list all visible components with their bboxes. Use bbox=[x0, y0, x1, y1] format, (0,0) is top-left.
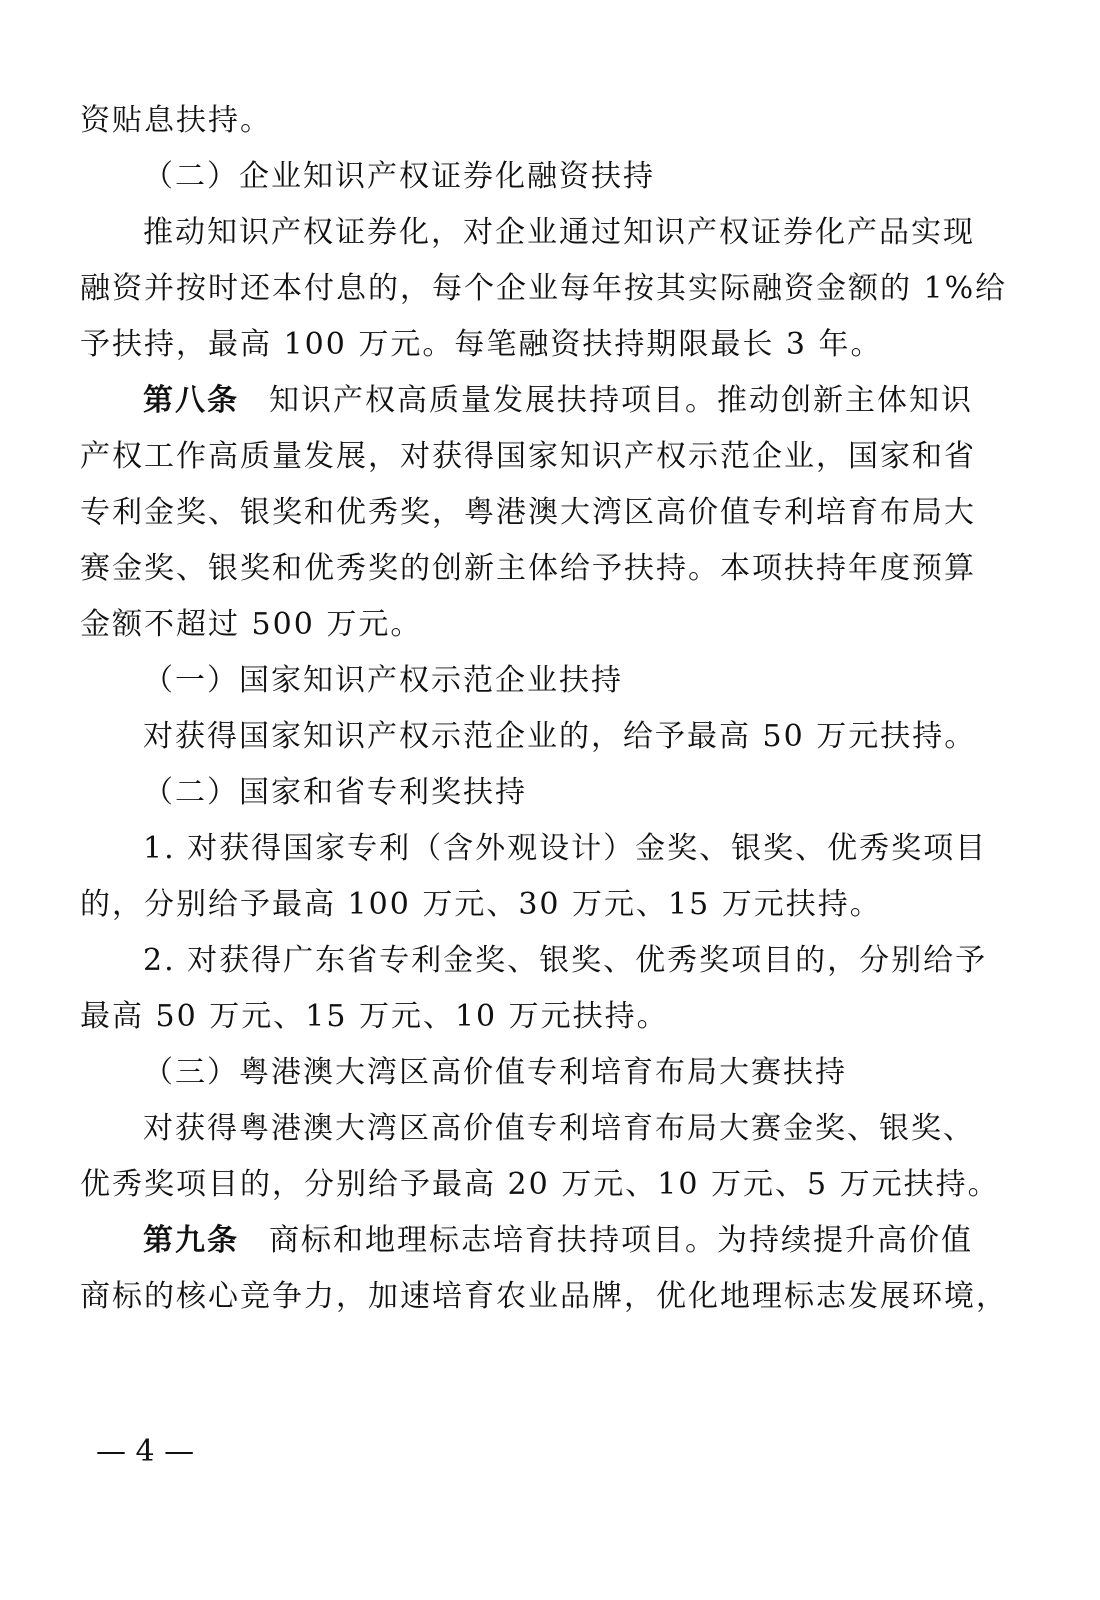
text-line: 推动知识产权证券化，对企业通过知识产权证券化产品实现 bbox=[143, 215, 975, 250]
article-9-label: 第九条 bbox=[143, 1223, 239, 1258]
section-heading: （二）国家和省专利奖扶持 bbox=[143, 775, 527, 810]
article-8-line bbox=[143, 383, 973, 419]
text-line: 专利金奖、银奖和优秀奖，粤港澳大湾区高价值专利培育布局大 bbox=[80, 495, 976, 530]
text-line: 优秀奖项目的，分别给予最高 20 万元、10 万元、5 万元扶持。 bbox=[80, 1167, 1000, 1202]
article-9-text: 商标和地理标志培育扶持项目。为持续提升高价值 bbox=[269, 1223, 973, 1258]
text-line: 1. 对获得国家专利（含外观设计）金奖、银奖、优秀奖项目 bbox=[143, 831, 988, 866]
text-line: 2. 对获得广东省专利金奖、银奖、优秀奖项目的，分别给予 bbox=[143, 943, 988, 978]
text-line: 予扶持，最高 100 万元。每笔融资扶持期限最长 3 年。 bbox=[80, 327, 883, 362]
text-line: 的，分别给予最高 100 万元、30 万元、15 万元扶持。 bbox=[80, 887, 882, 922]
text-line: 资贴息扶持。 bbox=[80, 103, 272, 138]
page-number: — 4 — bbox=[96, 1434, 195, 1469]
article-9-line bbox=[143, 1223, 973, 1259]
article-8-text: 知识产权高质量发展扶持项目。推动创新主体知识 bbox=[269, 383, 973, 418]
section-heading: （二）企业知识产权证券化融资扶持 bbox=[143, 159, 655, 194]
text-line: 融资并按时还本付息的，每个企业每年按其实际融资金额的 1%给 bbox=[80, 271, 1008, 306]
section-heading: （三）粤港澳大湾区高价值专利培育布局大赛扶持 bbox=[143, 1055, 847, 1090]
text-line: 金额不超过 500 万元。 bbox=[80, 607, 423, 642]
article-8-label: 第八条 bbox=[143, 383, 239, 418]
text-line: 对获得国家知识产权示范企业的，给予最高 50 万元扶持。 bbox=[143, 719, 977, 754]
section-heading: （一）国家知识产权示范企业扶持 bbox=[143, 663, 623, 698]
text-line: 产权工作高质量发展，对获得国家知识产权示范企业，国家和省 bbox=[80, 439, 976, 474]
text-line: 赛金奖、银奖和优秀奖的创新主体给予扶持。本项扶持年度预算 bbox=[80, 551, 976, 586]
text-line: 商标的核心竞争力，加速培育农业品牌，优化地理标志发展环境， bbox=[80, 1279, 1008, 1314]
text-line: 最高 50 万元、15 万元、10 万元扶持。 bbox=[80, 999, 669, 1034]
text-line: 对获得粤港澳大湾区高价值专利培育布局大赛金奖、银奖、 bbox=[143, 1111, 975, 1146]
